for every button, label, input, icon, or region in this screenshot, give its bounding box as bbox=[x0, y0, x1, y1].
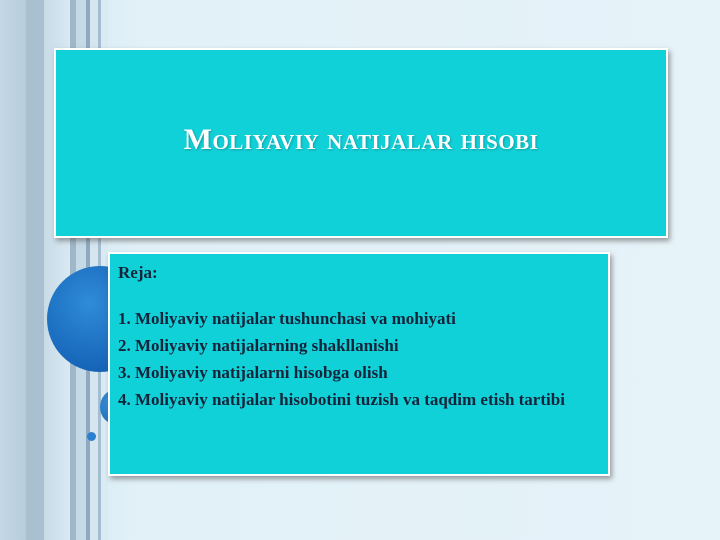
plan-item: 1. Moliyaviy natijalar tushunchasi va mohiyati bbox=[118, 309, 456, 328]
title-box bbox=[54, 48, 668, 238]
plan-item: 3. Moliyaviy natijalarni hisobga olish bbox=[118, 363, 388, 382]
plan-item: 4. Moliyaviy natijalar hisobotini tuzish va taqdim etish tartibi bbox=[118, 390, 565, 409]
content-box bbox=[108, 252, 610, 476]
decorative-stripe bbox=[0, 0, 26, 540]
plan-item: 2. Moliyaviy natijalarning shakllanishi bbox=[118, 336, 399, 355]
plan-heading: Reja: bbox=[118, 263, 158, 282]
decorative-stripe bbox=[26, 0, 44, 540]
slide-title: Moliyaviy natijalar hisobi bbox=[183, 123, 539, 156]
decorative-dot bbox=[87, 432, 96, 441]
